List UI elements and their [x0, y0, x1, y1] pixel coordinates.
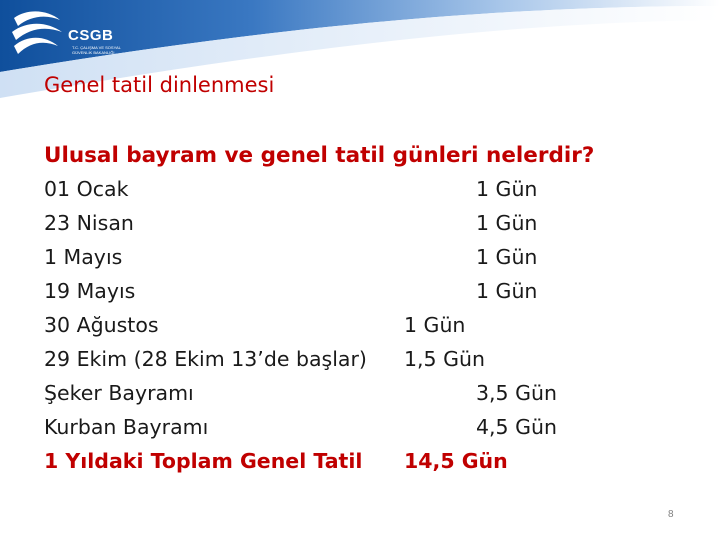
holiday-row: [44, 279, 584, 309]
holiday-name: Kurban Bayramı: [44, 415, 209, 439]
total-label: 1 Yıldaki Toplam Genel Tatil: [44, 449, 363, 473]
total-duration: 14,5 Gün: [404, 449, 508, 473]
total-row: [44, 449, 584, 479]
question-heading: Ulusal bayram ve genel tatil günleri nelerdir?: [44, 143, 595, 168]
holiday-duration: 1 Gün: [476, 245, 538, 269]
slide-title: Genel tatil dinlenmesi: [44, 73, 275, 97]
holiday-row: [44, 177, 584, 207]
holiday-duration: 1 Gün: [476, 279, 538, 303]
holiday-name: Şeker Bayramı: [44, 381, 194, 405]
holiday-duration: 1 Gün: [404, 313, 466, 337]
holiday-name: 19 Mayıs: [44, 279, 136, 303]
logo-name: CSGB: [68, 27, 114, 44]
csgb-emblem-icon: [6, 4, 66, 64]
holiday-name: 23 Nisan: [44, 211, 134, 235]
holiday-duration: 3,5 Gün: [476, 381, 557, 405]
holiday-row: [44, 211, 584, 241]
holiday-name: 29 Ekim (28 Ekim 13’de başlar): [44, 347, 367, 371]
holiday-name: 01 Ocak: [44, 177, 129, 201]
holiday-row: [44, 415, 584, 445]
holiday-duration: 1 Gün: [476, 177, 538, 201]
holiday-duration: 1,5 Gün: [404, 347, 485, 371]
holiday-row: [44, 347, 584, 377]
holiday-row: [44, 381, 584, 411]
holiday-row: [44, 245, 584, 275]
holiday-name: 1 Mayıs: [44, 245, 123, 269]
holiday-duration: 1 Gün: [476, 211, 538, 235]
holiday-name: 30 Ağustos: [44, 313, 159, 337]
page-number: 8: [668, 509, 674, 520]
holiday-duration: 4,5 Gün: [476, 415, 557, 439]
csgb-logo: [6, 4, 146, 66]
holiday-row: [44, 313, 584, 343]
logo-subtitle: T.C. ÇALIŞMA VE SOSYAL GÜVENLİK BAKANLIĞI: [72, 45, 121, 55]
